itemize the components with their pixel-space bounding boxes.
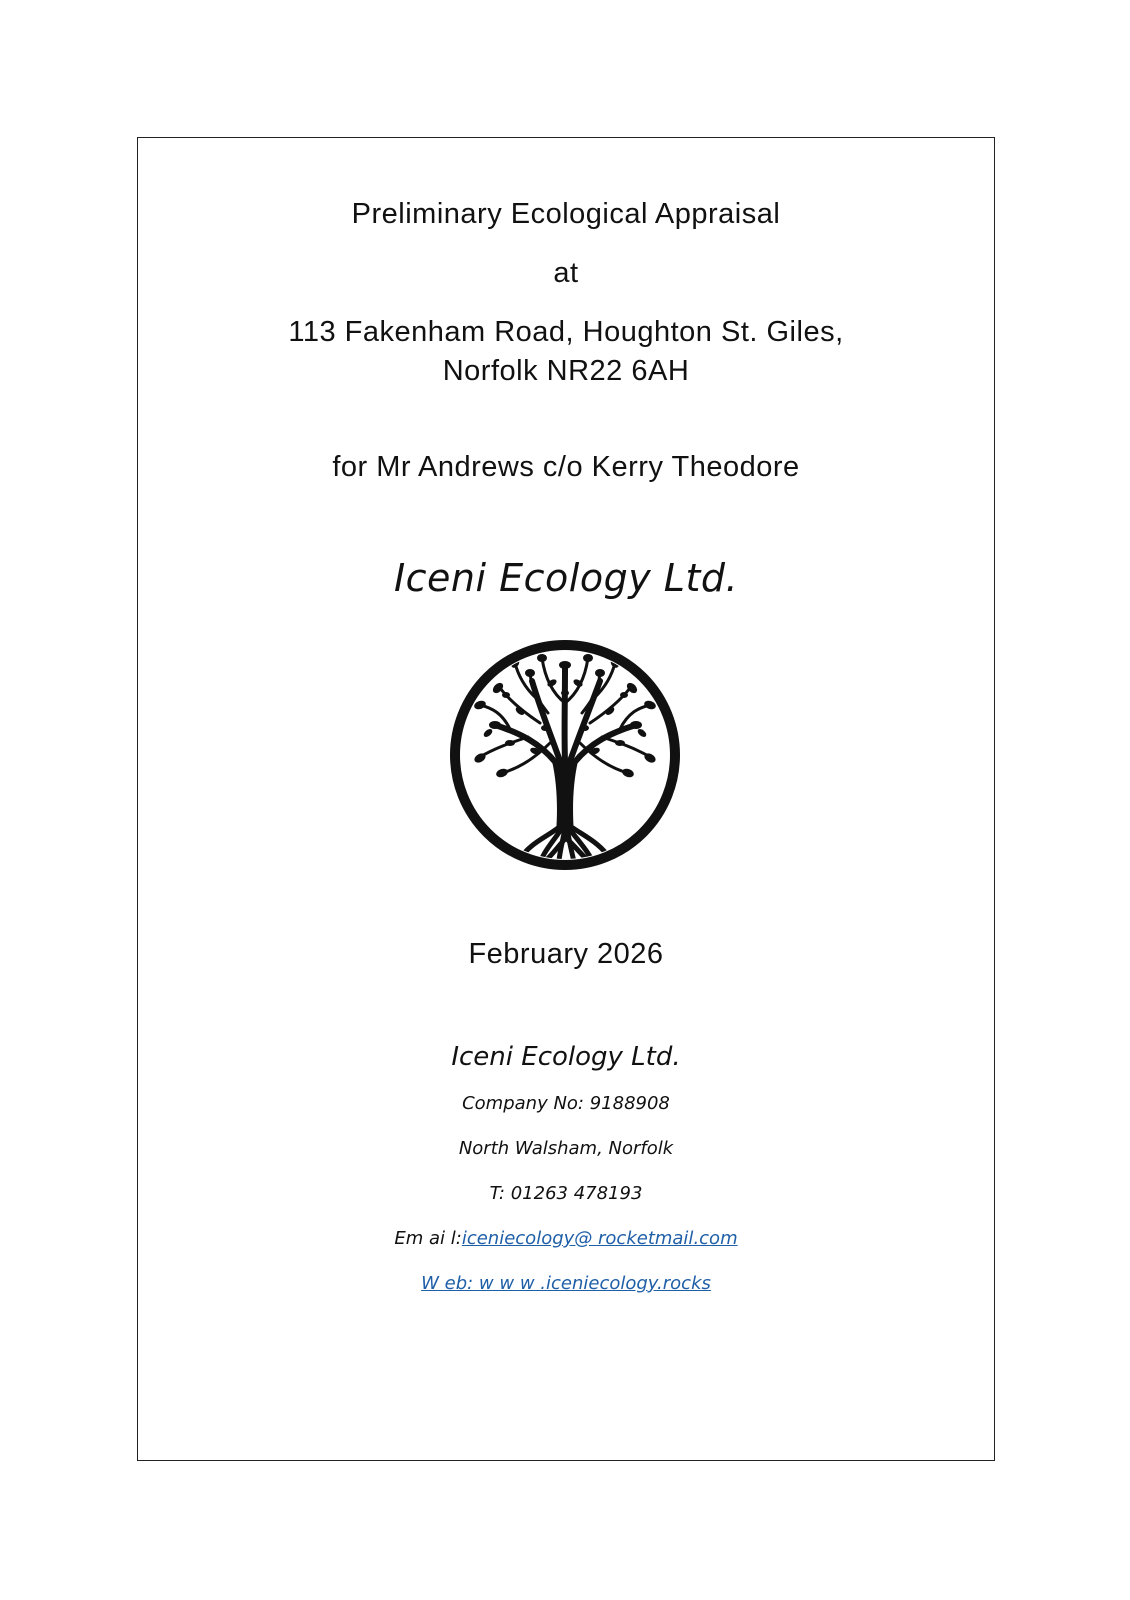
site-address-line-1: 113 Fakenham Road, Houghton St. Giles, (288, 316, 844, 348)
company-number: Company No: 9188908 (462, 1093, 670, 1114)
company-email-line (138, 1228, 994, 1249)
company-web-line (138, 1273, 994, 1294)
footer-company-name: Iceni Ecology Ltd. (451, 1042, 681, 1072)
at-label: at (553, 257, 579, 289)
email-label: Em ai l: (394, 1228, 462, 1249)
email-link[interactable]: iceniecology@ rocketmail.com (461, 1228, 738, 1249)
site-address-line-2: Norfolk NR22 6AH (442, 355, 690, 387)
company-phone: T: 01263 478193 (489, 1183, 643, 1204)
client-line: for Mr Andrews c/o Kerry Theodore (332, 451, 800, 483)
report-date: February 2026 (468, 938, 664, 970)
report-title: Preliminary Ecological Appraisal (351, 198, 781, 230)
tree-of-life-icon (440, 633, 690, 878)
company-name-heading: Iceni Ecology Ltd. (393, 556, 739, 600)
cover-page-frame (137, 137, 995, 1461)
company-location: North Walsham, Norfolk (458, 1138, 674, 1159)
website-link[interactable]: W eb: w w w .iceniecology.rocks (421, 1273, 711, 1294)
